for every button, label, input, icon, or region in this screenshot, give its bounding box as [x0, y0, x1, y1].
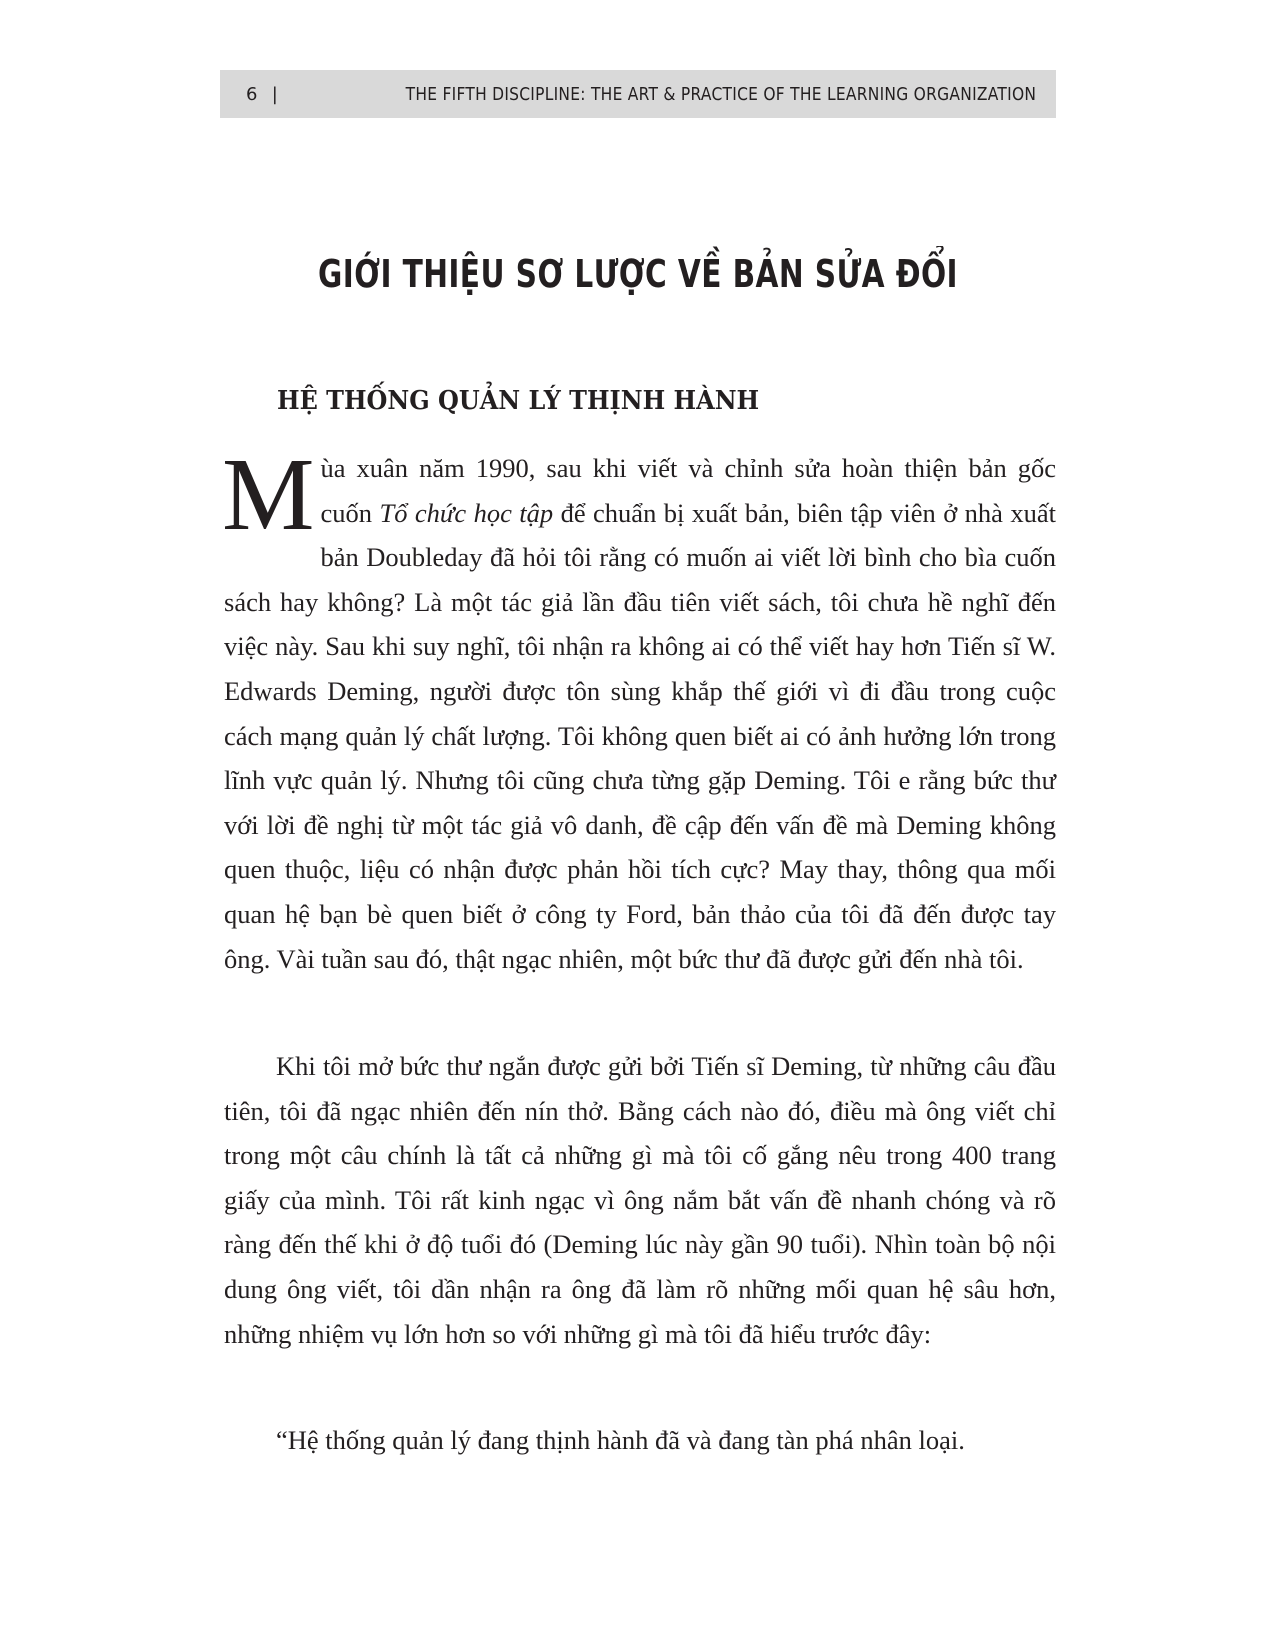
drop-cap: M	[222, 437, 315, 552]
running-header	[220, 70, 1056, 118]
section-heading: HỆ THỐNG QUẢN LÝ THỊNH HÀNH	[277, 386, 760, 416]
paragraph-1-text-end: để chuẩn bị xuất bản, biên tập viên ở nhà xuất bản Doubleday đã hỏi tôi rằng có muốn ai viết lời bình cho bìa cuốn sách hay không? Là một tác giả lần đầu tiên viết sách, tôi chưa hề nghĩ đến việc này. Sau khi suy nghĩ, tôi nhận ra không ai có thể viết hay hơn Tiến sĩ W. Edwards Deming, người được tôn sùng khắp thế giới vì đi đầu trong cuộc cách mạng quản lý chất lượng. Tôi không quen biết ai có ảnh hưởng lớn trong lĩnh vực quản lý. Nhưng tôi cũng chưa từng gặp Deming. Tôi e rằng bức thư với lời đề nghị từ một tác giả vô danh, đề cập đến vấn đề mà Deming không quen thuộc, liệu có nhận được phản hồi tích cực? May thay, thông qua mối quan hệ bạn bè quen biết ở công ty Ford, bản thảo của tôi đã đến được tay ông. Vài tuần sau đó, thật ngạc nhiên, một bức thư đã được gửi đến nhà tôi.	[224, 497, 1057, 974]
chapter-title: GIỚI THIỆU SƠ LƯỢC VỀ BẢN SỬA ĐỔI	[318, 252, 958, 296]
quote-line: “Hệ thống quản lý đang thịnh hành đã và đang tàn phá nhân loại.	[276, 1425, 965, 1455]
header-separator: |	[271, 83, 279, 105]
paragraph-1-text-start: ùa xuân năm 1990, sau khi viết và chỉnh sửa hoàn thiện bản gốc cuốn	[320, 453, 1056, 528]
book-title: THE FIFTH DISCIPLINE: THE ART & PRACTICE OF THE LEARNING ORGANIZATION	[405, 83, 1036, 105]
paragraph-2: Khi tôi mở bức thư ngắn được gửi bởi Tiến sĩ Deming, từ những câu đầu tiên, tôi đã ngạc nhiên đến nín thở. Bằng cách nào đó, điều mà ông viết chỉ trong một câu chính là tất cả những gì mà tôi cố gắng nêu trong 400 trang giấy của mình. Tôi rất kinh ngạc vì ông nắm bắt vấn đề nhanh chóng và rõ ràng đến thế khi ở độ tuổi đó (Deming lúc này gần 90 tuổi). Nhìn toàn bộ nội dung ông viết, tôi dần nhận ra ông đã làm rõ những mối quan hệ sâu hơn, những nhiệm vụ lớn hơn so với những gì mà tôi đã hiểu trước đây:	[224, 1051, 1056, 1349]
book-title-italic: Tổ chức học tập	[379, 497, 554, 528]
paragraph-1	[222, 437, 1057, 981]
page-number: 6	[246, 83, 258, 105]
